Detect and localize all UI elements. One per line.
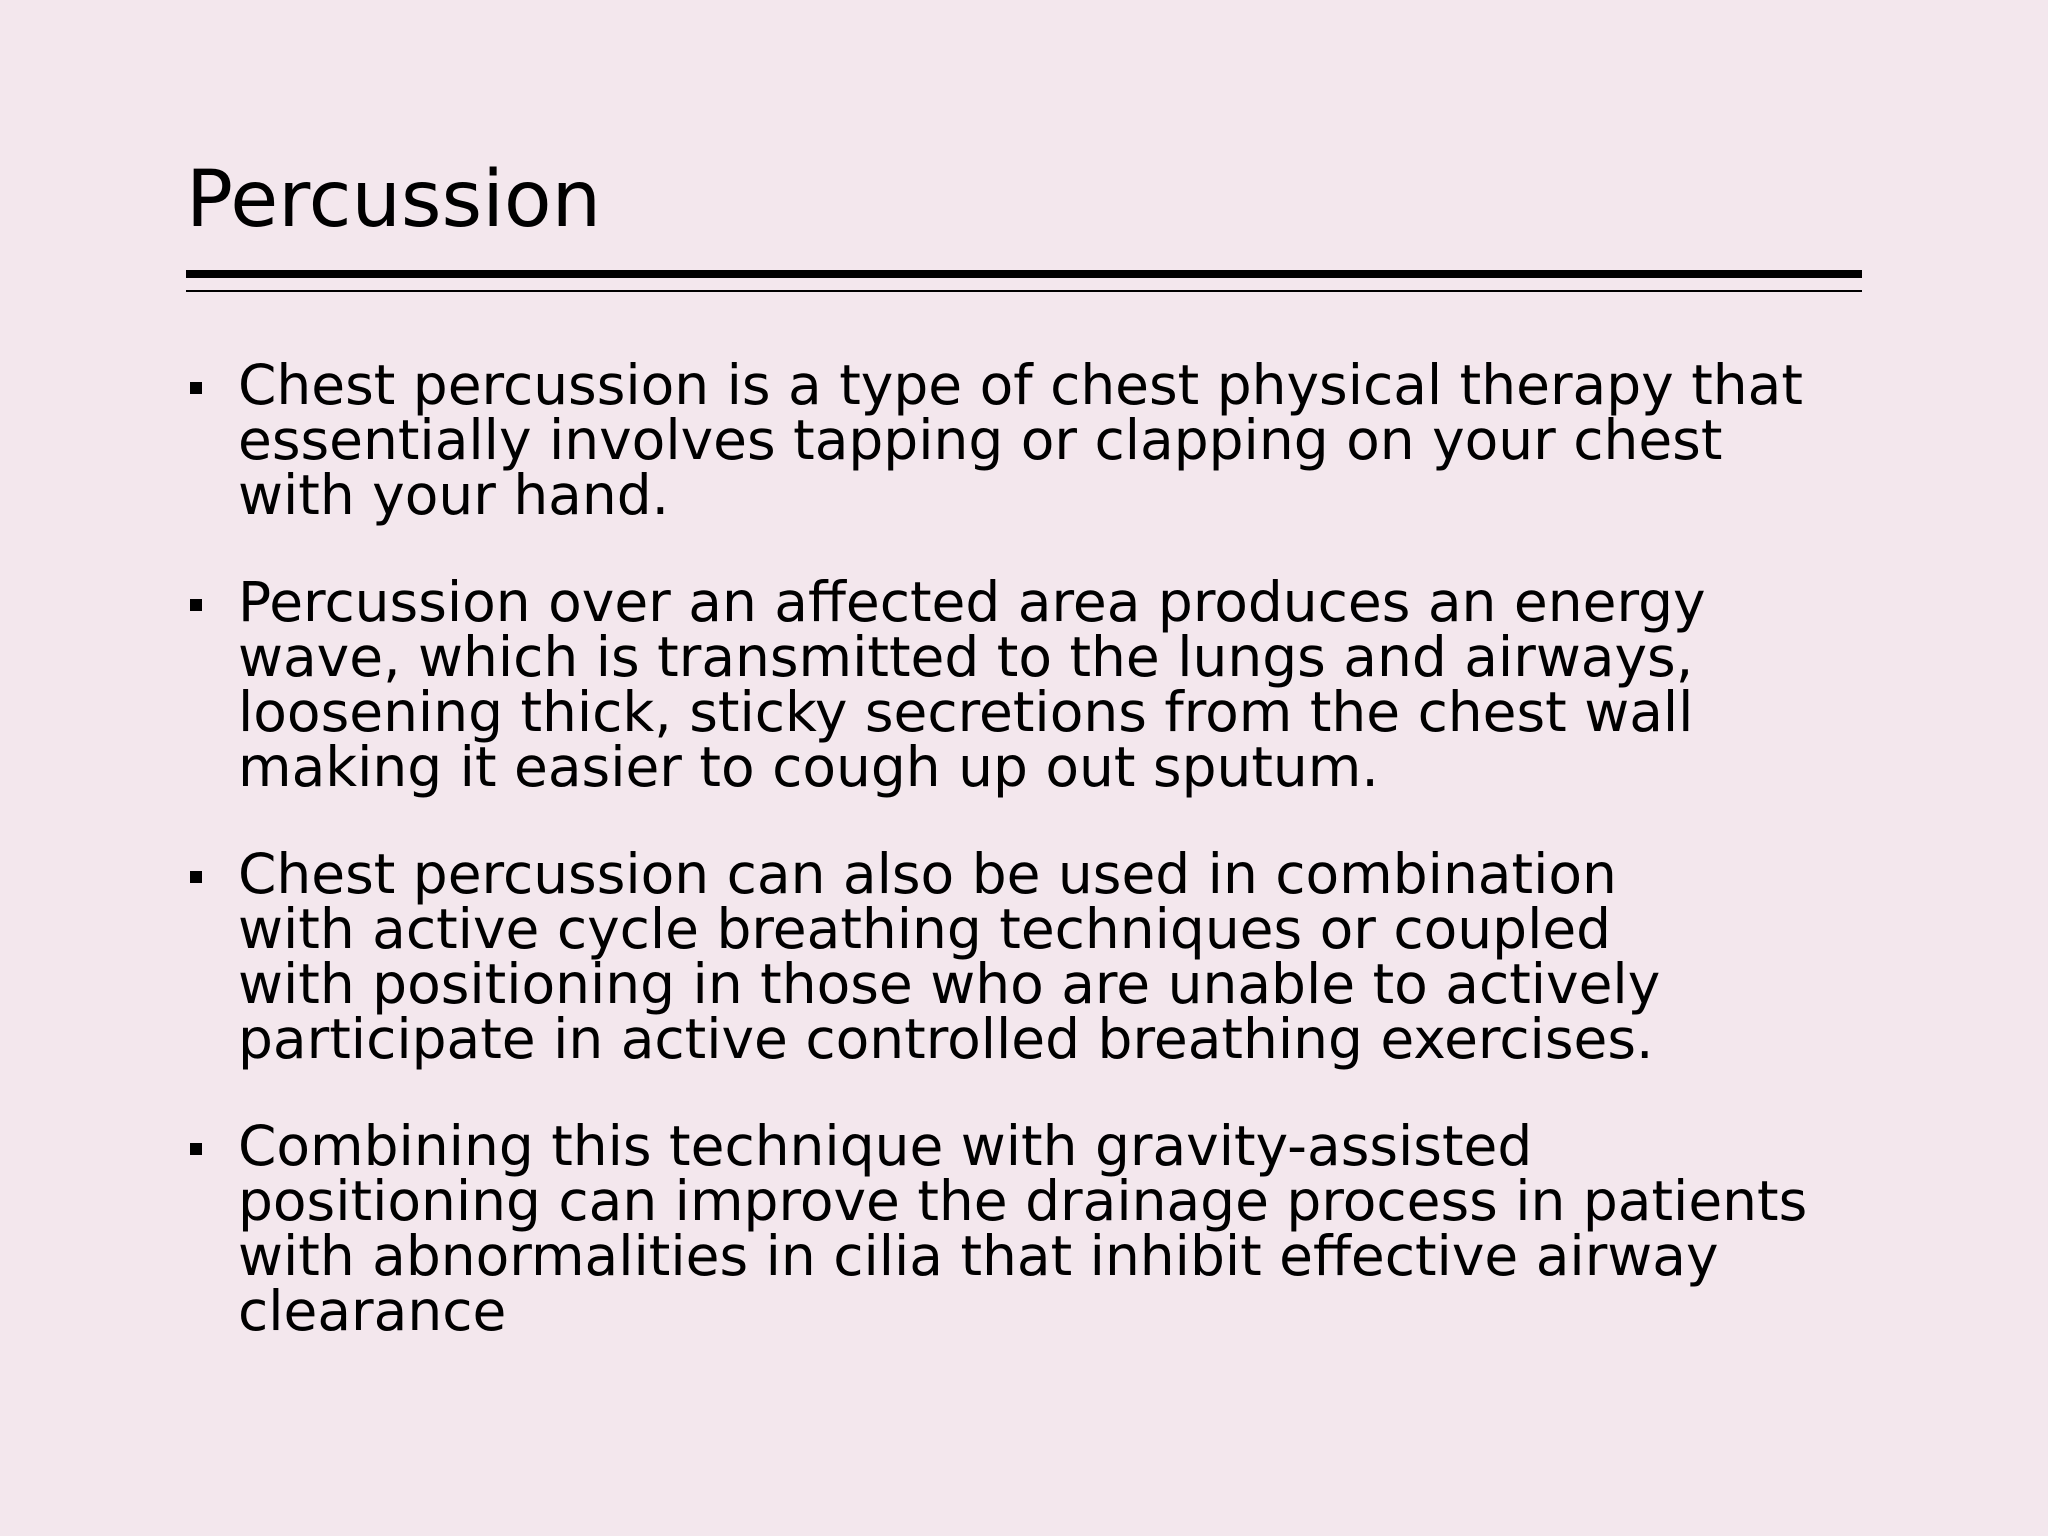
bullet-item [186,353,1876,527]
title-rule-thick [186,270,1862,278]
square-bullet-icon [190,1143,202,1155]
bullet-text: Chest percussion can also be used in combination with active cycle breathing techniques or coupled with positioning in those who are unable to actively participate in active controlled breathing exercises. [238,842,1661,1071]
square-bullet-icon [190,599,202,611]
bullet-item [186,1114,1876,1343]
slide-title: Percussion [186,155,602,245]
square-bullet-icon [190,382,202,394]
bullet-text: Chest percussion is a type of chest physical therapy that essentially involves tapping or clapping on your chest with your hand. [238,353,1803,527]
bullet-text: Percussion over an affected area produces an energy wave, which is transmitted to the lungs and airways, loosening thick, sticky secretions from the chest wall making it easier to cough up out sputum. [238,570,1706,799]
square-bullet-icon [190,871,202,883]
bullet-item [186,842,1876,1071]
title-rule-thin [186,290,1862,292]
bullet-item [186,570,1876,799]
bullet-text: Combining this technique with gravity-assisted positioning can improve the drainage process in patients with abnormalities in cilia that inhibit effective airway clearance [238,1114,1808,1343]
bullet-list [186,353,1876,1391]
